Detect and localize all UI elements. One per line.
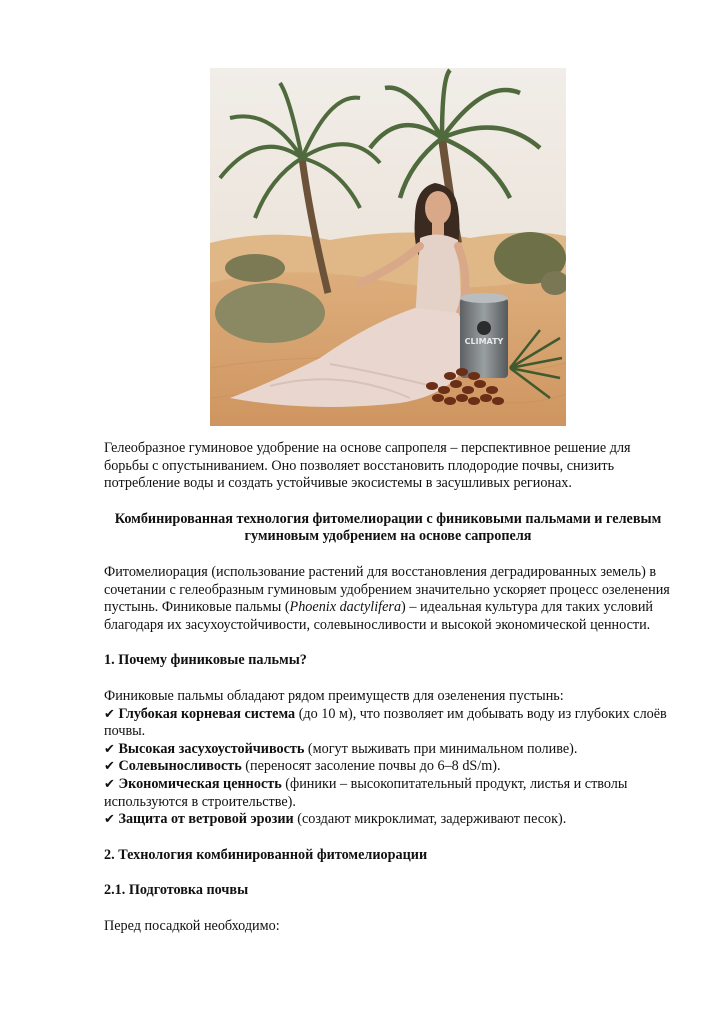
benefit-item	[104, 741, 672, 759]
shrub	[215, 283, 325, 343]
benefit-title: Высокая засухоустойчивость	[118, 740, 305, 757]
desert-photo	[210, 68, 566, 426]
benefit-item	[104, 758, 672, 776]
check-icon: ✔	[104, 776, 115, 792]
benefit-text: (могут выживать при минимальном поливе).	[304, 740, 578, 757]
benefits-block	[104, 688, 672, 829]
section-2-title: 2. Технология комбинированной фитомелиорации	[104, 846, 428, 863]
benefit-title: Защита от ветровой эрозии	[118, 811, 294, 828]
para1-text-start: Фитомелиорация (использование растений для восстановления деградированных земель) в сочетании с гелеобразным гуминовым удобрением значительно ускоряет процесс озеленения пустынь. Финиковые пальмы (	[104, 563, 670, 616]
face	[425, 191, 451, 225]
benefit-text: (переносят засоление почвы до 6–8 dS/m).	[241, 758, 501, 775]
can-label: CLIMATY	[464, 337, 504, 346]
latin-name: Phoenix dactylifera	[289, 599, 402, 616]
section-2-1-title: 2.1. Подготовка почвы	[104, 882, 249, 899]
benefit-item	[104, 776, 672, 811]
benefit-title: Глубокая корневая система	[118, 705, 296, 722]
phytomelioration-paragraph	[104, 564, 672, 634]
check-icon: ✔	[104, 812, 115, 828]
benefit-text: (финики – высокопитательный продукт, листья и стволы используются в строительстве).	[104, 775, 628, 810]
intro-paragraph: Гелеобразное гуминовое удобрение на основе сапропеля – перспективное решение для борьбы с опустыниванием. Оно позволяет восстановить плодородие почвы, снизить потребление воды и создать устойчивые экосистемы в засушливых регионах.	[104, 440, 631, 492]
benefit-title: Экономическая ценность	[118, 775, 282, 792]
check-icon: ✔	[104, 759, 115, 775]
benefit-text: (до 10 м), что позволяет им добывать воду из глубоких слоёв почвы.	[104, 705, 667, 740]
document-body	[104, 440, 672, 935]
benefit-title: Солевыносливость	[118, 758, 242, 775]
check-icon: ✔	[104, 741, 115, 757]
section-1-lead: Финиковые пальмы обладают рядом преимуществ для озеленения пустынь:	[104, 687, 564, 704]
check-icon: ✔	[104, 706, 115, 722]
main-heading: Комбинированная технология фитомелиорации с финиковыми пальмами и гелевым гуминовым удобрением на основе сапропеля	[114, 510, 662, 545]
shrub	[225, 254, 285, 282]
benefit-text: (создают микроклимат, задерживают песок).	[293, 811, 567, 828]
benefit-item	[104, 706, 672, 741]
section-1-title: 1. Почему финиковые пальмы?	[104, 652, 307, 669]
para1-text-end: ) – идеальная культура для таких условий благодаря их засухоустойчивости, солевыносливости и высокой экономической ценности.	[104, 599, 654, 633]
desert-palm-illustration	[210, 68, 566, 426]
benefit-item	[104, 811, 672, 829]
section-2-1-lead: Перед посадкой необходимо:	[104, 917, 280, 934]
